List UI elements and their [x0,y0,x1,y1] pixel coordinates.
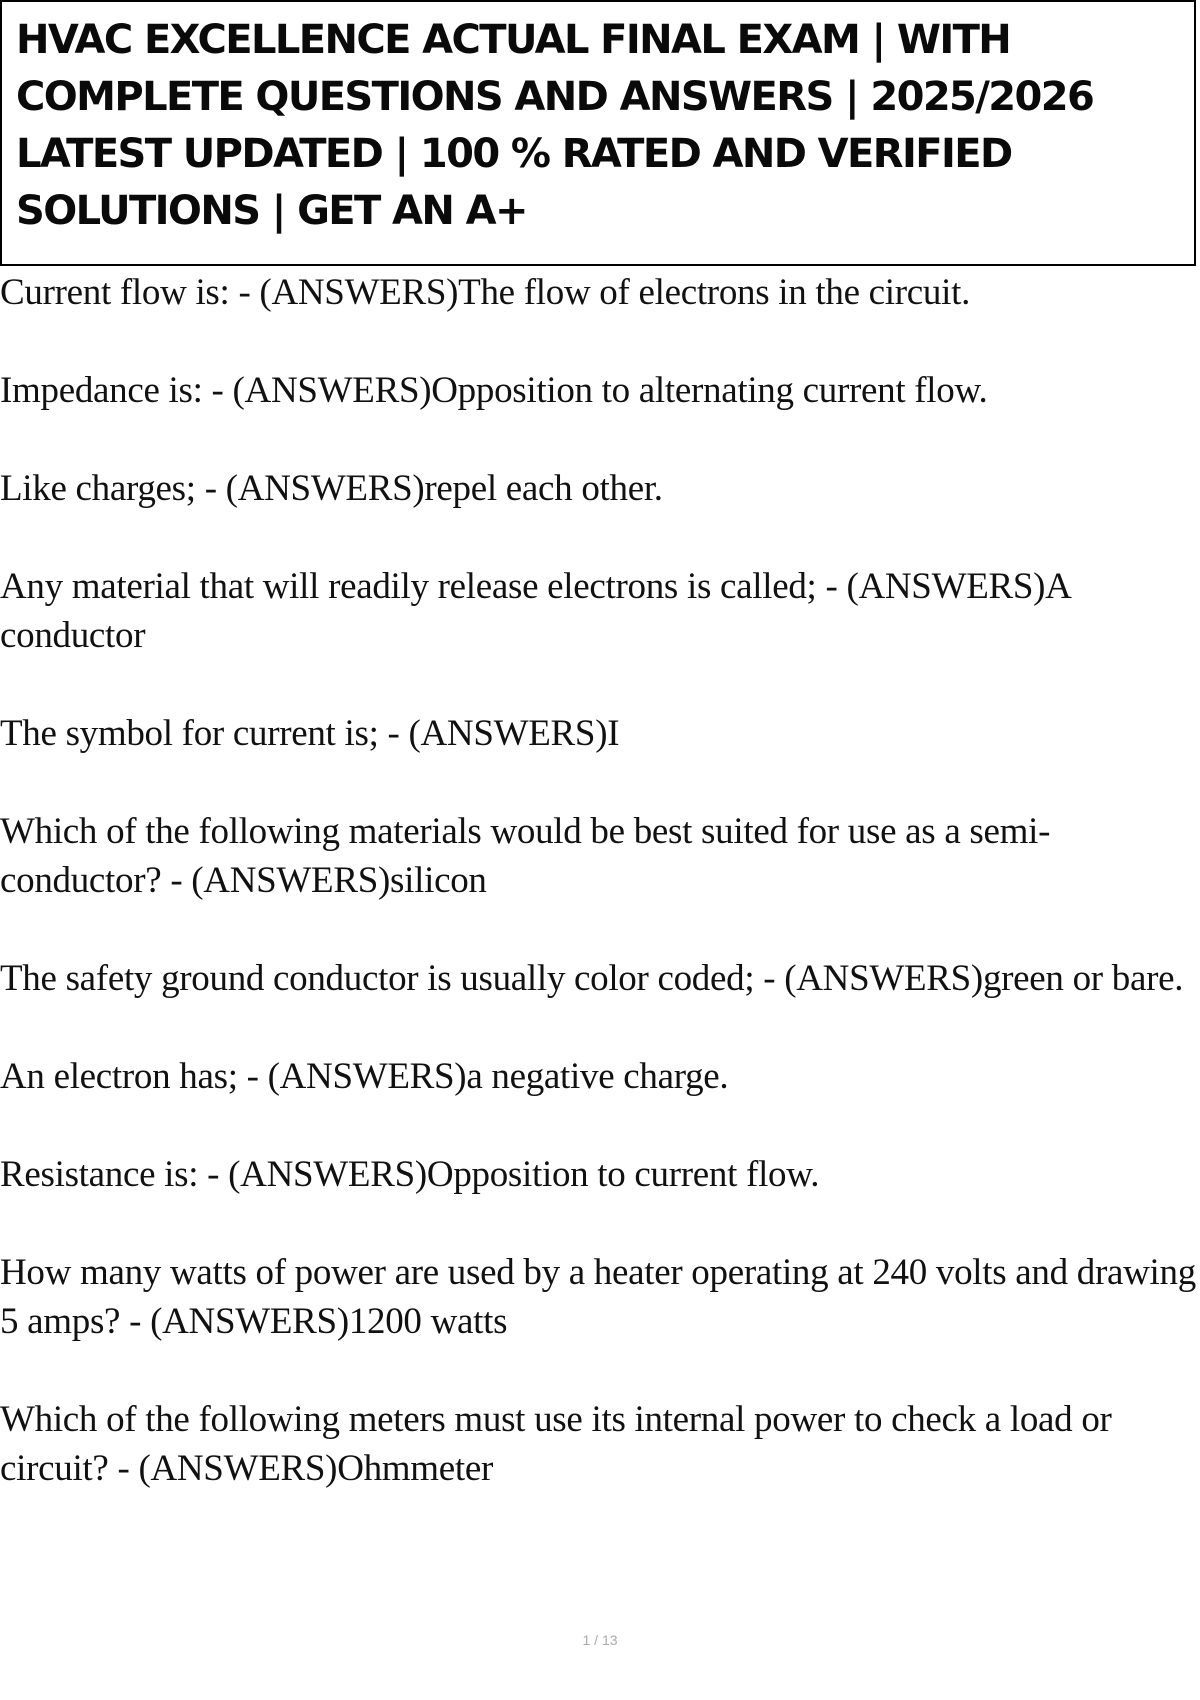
qa-item: The safety ground conductor is usually color coded; - (ANSWERS)green or bare. [0,958,1184,999]
qa-list [0,268,1200,1542]
document-title: HVAC EXCELLENCE ACTUAL FINAL EXAM | WITH COMPLETE QUESTIONS AND ANSWERS | 2025/2026 LATEST UPDATED | 100 % RATED AND VERIFIED SOLUTIONS | GET AN A+ [16,17,1094,234]
qa-item: An electron has; - (ANSWERS)a negative charge. [0,1056,729,1097]
qa-item: Impedance is: - (ANSWERS)Opposition to alternating current flow. [0,370,988,411]
title-box [0,0,1196,266]
qa-item: Current flow is: - (ANSWERS)The flow of electrons in the circuit. [0,272,971,313]
qa-item: Like charges; - (ANSWERS)repel each other. [0,468,663,509]
qa-item: Which of the following meters must use its internal power to check a load or circuit? - (ANSWERS)Ohmmeter [0,1399,1112,1489]
qa-item: Which of the following materials would be best suited for use as a semi-conductor? - (ANSWERS)silicon [0,811,1051,901]
qa-item: Any material that will readily release electrons is called; - (ANSWERS)A conductor [0,566,1070,656]
qa-item: The symbol for current is; - (ANSWERS)I [0,713,620,754]
page-number: 1 / 13 [582,1632,618,1648]
qa-item: How many watts of power are used by a heater operating at 240 volts and drawing 5 amps? - (ANSWERS)1200 watts [0,1252,1196,1342]
qa-item: Resistance is: - (ANSWERS)Opposition to current flow. [0,1154,820,1195]
